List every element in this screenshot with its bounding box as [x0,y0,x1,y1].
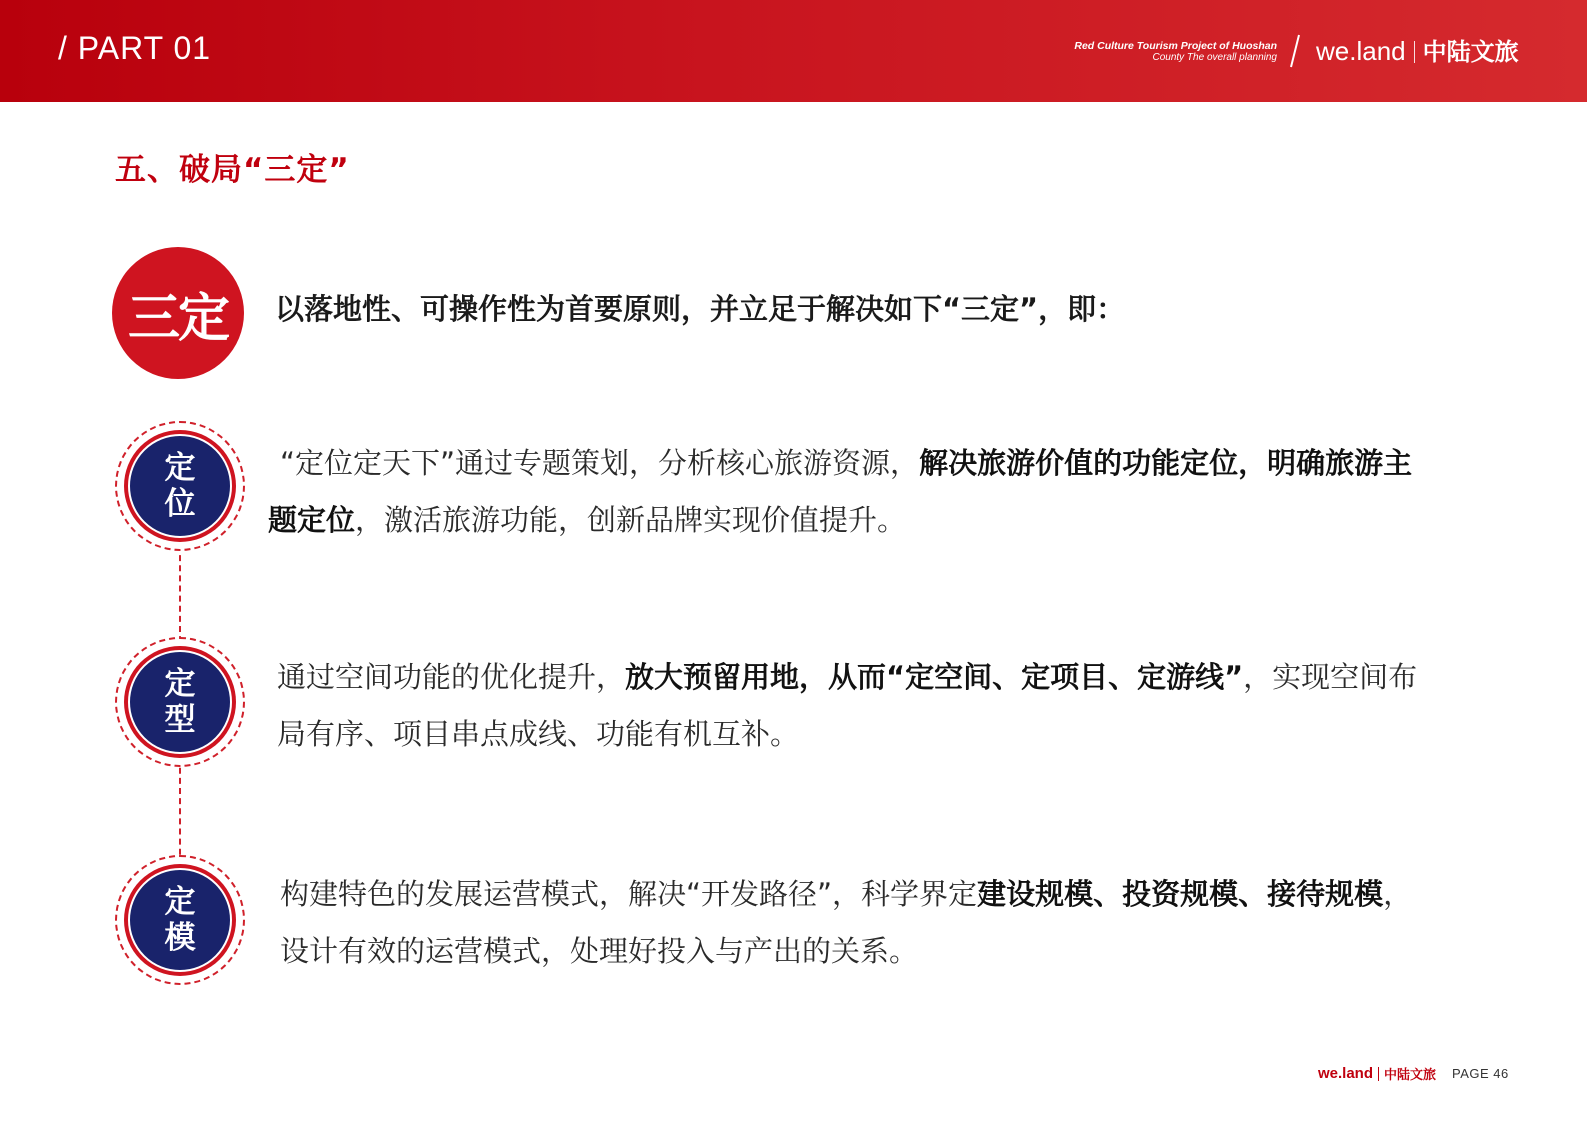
paragraph-dingmo [280,866,1430,980]
slash-divider-icon [1290,34,1300,68]
paragraph-dingwei [268,435,1428,549]
badge-ring [124,864,236,976]
paragraph-bold-segment: 建设规模、投资规模、接待规模 [977,877,1384,911]
project-title-line1: Red Culture Tourism Project of Huoshan [1074,40,1277,52]
footer-logo: we.land [1318,1065,1374,1082]
badge-char-top: 定 [164,884,196,920]
page-number: PAGE 46 [1452,1066,1509,1081]
paragraph-bold-segment: 放大预留用地，从而“定空间、定项目、定游线” [625,660,1244,694]
paragraph-dingxing [277,649,1427,763]
section-title: 五、破局“三定” [115,152,350,188]
badge-core [128,868,232,972]
intro-text: 以落地性、可操作性为首要原则，并立足于解决如下“三定”，即： [275,292,1126,326]
badge-core [128,434,232,538]
header-bar [0,0,1587,102]
badge-ring [124,430,236,542]
badge-char-top: 定 [164,666,196,702]
paragraph-segment: 通过空间功能的优化提升， [277,660,626,694]
footer-separator [1378,1067,1379,1081]
project-title-line2: County The overall planning [1152,52,1277,63]
brand-logo-text: we.land [1316,36,1406,66]
paragraph-segment: ，设计有效的运营模式，处理好投入与产出的关系。 [280,877,1413,968]
paragraph-segment: ，实现空间布局有序、项目串点成线、功能有机互补。 [277,660,1418,751]
badge-ring [124,646,236,758]
paragraph-bold-segment: 解决旅游价值的功能定位，明确旅游主题定位 [268,446,1413,537]
badge-char-bottom: 模 [164,920,196,956]
paragraph-segment: ，激活旅游功能，创新品牌实现价值提升。 [355,503,907,537]
brand-logo [1316,32,1519,67]
footer [1318,1064,1509,1083]
footer-brand-cn: 中陆文旅 [1384,1068,1437,1083]
brand-separator [1414,41,1415,63]
badge-core [128,650,232,754]
sanding-badge [113,248,243,378]
brand-cn-text: 中陆文旅 [1422,38,1519,66]
paragraph-segment: “定位定天下”通过专题策划，分析核心旅游资源， [280,446,920,480]
badge-char-top: 定 [164,450,196,486]
badge-dingmo [115,855,245,985]
badge-char-bottom: 型 [164,702,196,738]
project-title [1074,40,1277,64]
paragraph-segment: 构建特色的发展运营模式，解决“开发路径”，科学界定 [280,877,978,911]
sanding-badge-text: 三定 [127,288,228,349]
badge-char-bottom: 位 [164,486,196,522]
badge-dingwei [115,421,245,551]
badge-dingxing [115,637,245,767]
part-label: / PART 01 [58,30,212,66]
